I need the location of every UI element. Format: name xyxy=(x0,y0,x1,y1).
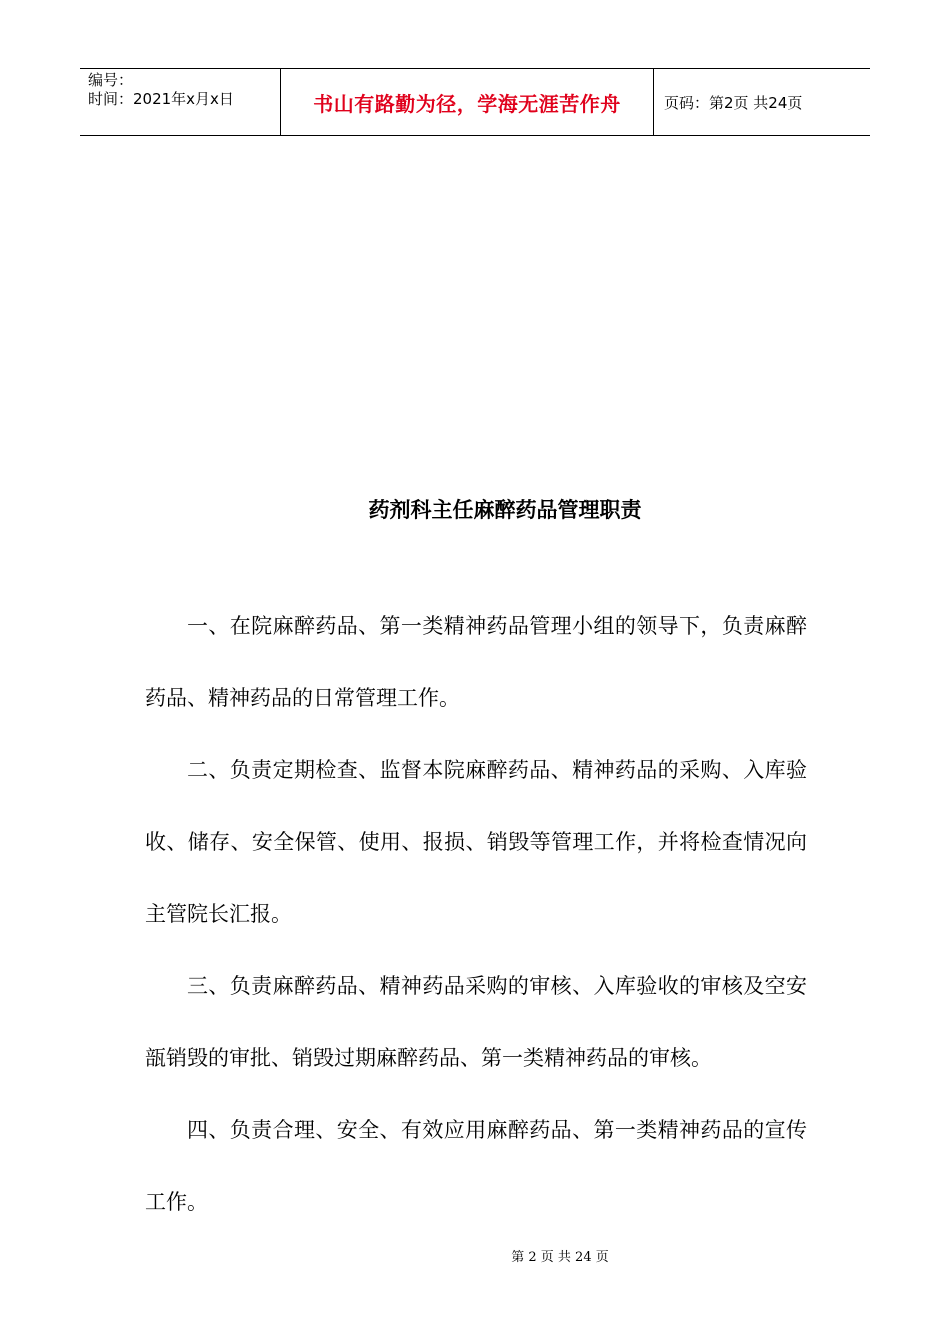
header-motto: 书山有路勤为径，学海无涯苦作舟 xyxy=(281,69,654,135)
page-footer: 第 2 页 共 24 页 xyxy=(511,1250,609,1265)
paragraph-4: 四、负责合理、安全、有效应用麻醉药品、第一类精神药品的宣传工作。 xyxy=(145,1118,807,1214)
paragraph-2: 二、负责定期检查、监督本院麻醉药品、精神药品的采购、入库验收、储存、安全保管、使用、报损、销毁等管理工作，并将检查情况向主管院长汇报。 xyxy=(145,758,807,926)
document-title: 药剂科主任麻醉药品管理职责 xyxy=(368,497,642,522)
time-label: 时间：2021年x月x日 xyxy=(88,90,234,108)
paragraph-3: 三、负责麻醉药品、精神药品采购的审核、入库验收的审核及空安瓿销毁的审批、销毁过期麻醉药品、第一类精神药品的审核。 xyxy=(145,974,807,1070)
serial-number-label: 编号： xyxy=(88,71,134,89)
header-table xyxy=(80,68,870,136)
header-meta-cell xyxy=(80,69,281,135)
document-body xyxy=(145,590,807,1238)
header-page-info: 页码：第2页 共24页 xyxy=(664,93,803,112)
paragraph-1: 一、在院麻醉药品、第一类精神药品管理小组的领导下，负责麻醉药品、精神药品的日常管理工作。 xyxy=(145,614,807,710)
